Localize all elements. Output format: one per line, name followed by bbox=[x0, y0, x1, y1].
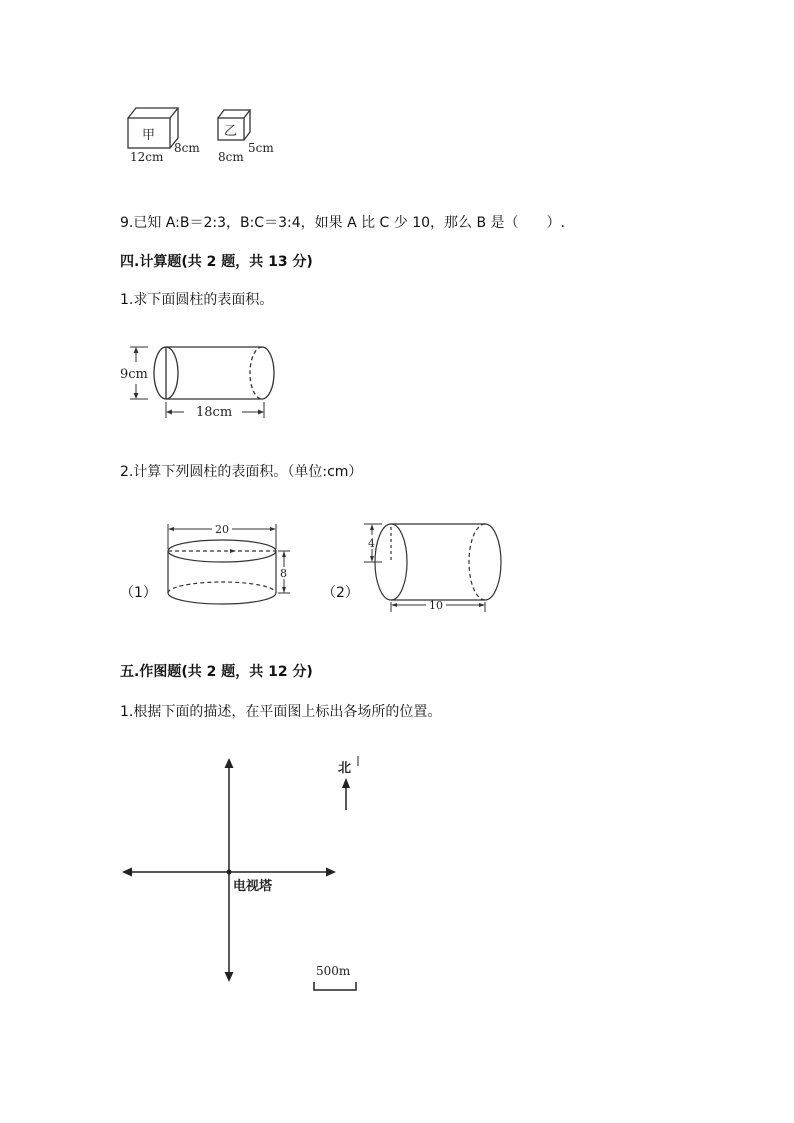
scale-bar bbox=[314, 982, 356, 990]
section-5-question-1: 1.根据下面的描述，在平面图上标出各场所的位置。 bbox=[120, 704, 442, 720]
fig-2-radius-label: 4 bbox=[368, 537, 375, 550]
tv-tower-label: 电视塔 bbox=[233, 879, 273, 894]
cylinder-1-length: 18cm bbox=[196, 405, 233, 420]
box-b-length: 8cm bbox=[218, 150, 244, 164]
arrow-right bbox=[326, 868, 336, 877]
scale-label: 500m bbox=[316, 964, 351, 978]
fig-2-right-front bbox=[485, 524, 501, 600]
fig-2-tag: （2） bbox=[322, 585, 359, 601]
box-a-height: 8cm bbox=[174, 141, 200, 155]
question-9: 9.已知 A:B＝2:3，B:C＝3:4，如果 A 比 C 少 10，那么 B 是（ ）. bbox=[120, 215, 565, 231]
cylinder-1-diameter: 9cm bbox=[120, 367, 148, 382]
map-figure bbox=[118, 752, 378, 1000]
fig-1-diameter: 20 bbox=[215, 523, 229, 536]
tv-tower-point bbox=[227, 870, 232, 875]
arrow-up bbox=[225, 758, 234, 768]
box-a-length: 12cm bbox=[130, 150, 164, 164]
fig-2-right-back bbox=[469, 524, 485, 600]
box-b-label: 乙 bbox=[224, 124, 238, 139]
box-a-label: 甲 bbox=[142, 128, 156, 143]
cylinder-figure-2 bbox=[160, 515, 300, 615]
cylinder-right-front bbox=[262, 347, 274, 399]
boxes-figure bbox=[120, 100, 290, 170]
arrow-left bbox=[122, 868, 132, 877]
north-label: 北 bbox=[338, 761, 352, 776]
section-5-title: 五.作图题(共 2 题，共 12 分) bbox=[120, 664, 313, 680]
fig-1-bottom-back bbox=[168, 582, 276, 593]
cylinder-figure-3 bbox=[360, 515, 510, 620]
box-b-height: 5cm bbox=[248, 141, 274, 155]
box-a-top bbox=[128, 108, 178, 118]
fig-2-length: 10 bbox=[429, 599, 443, 612]
fig-1-tag: （1） bbox=[120, 585, 157, 601]
cylinder-figure-1 bbox=[118, 338, 288, 423]
cylinder-right-back bbox=[250, 347, 262, 399]
section-4-question-1: 1.求下面圆柱的表面积。 bbox=[120, 292, 274, 308]
fig-1-bottom-front bbox=[168, 593, 276, 604]
section-4-title: 四.计算题(共 2 题，共 13 分) bbox=[120, 254, 313, 270]
fig-1-height: 8 bbox=[280, 567, 287, 580]
arrow-down bbox=[225, 972, 234, 982]
section-4-question-2: 2.计算下列圆柱的表面积。（单位:cm） bbox=[120, 464, 363, 480]
box-b-top bbox=[218, 110, 250, 118]
north-arrow-head bbox=[342, 778, 350, 788]
